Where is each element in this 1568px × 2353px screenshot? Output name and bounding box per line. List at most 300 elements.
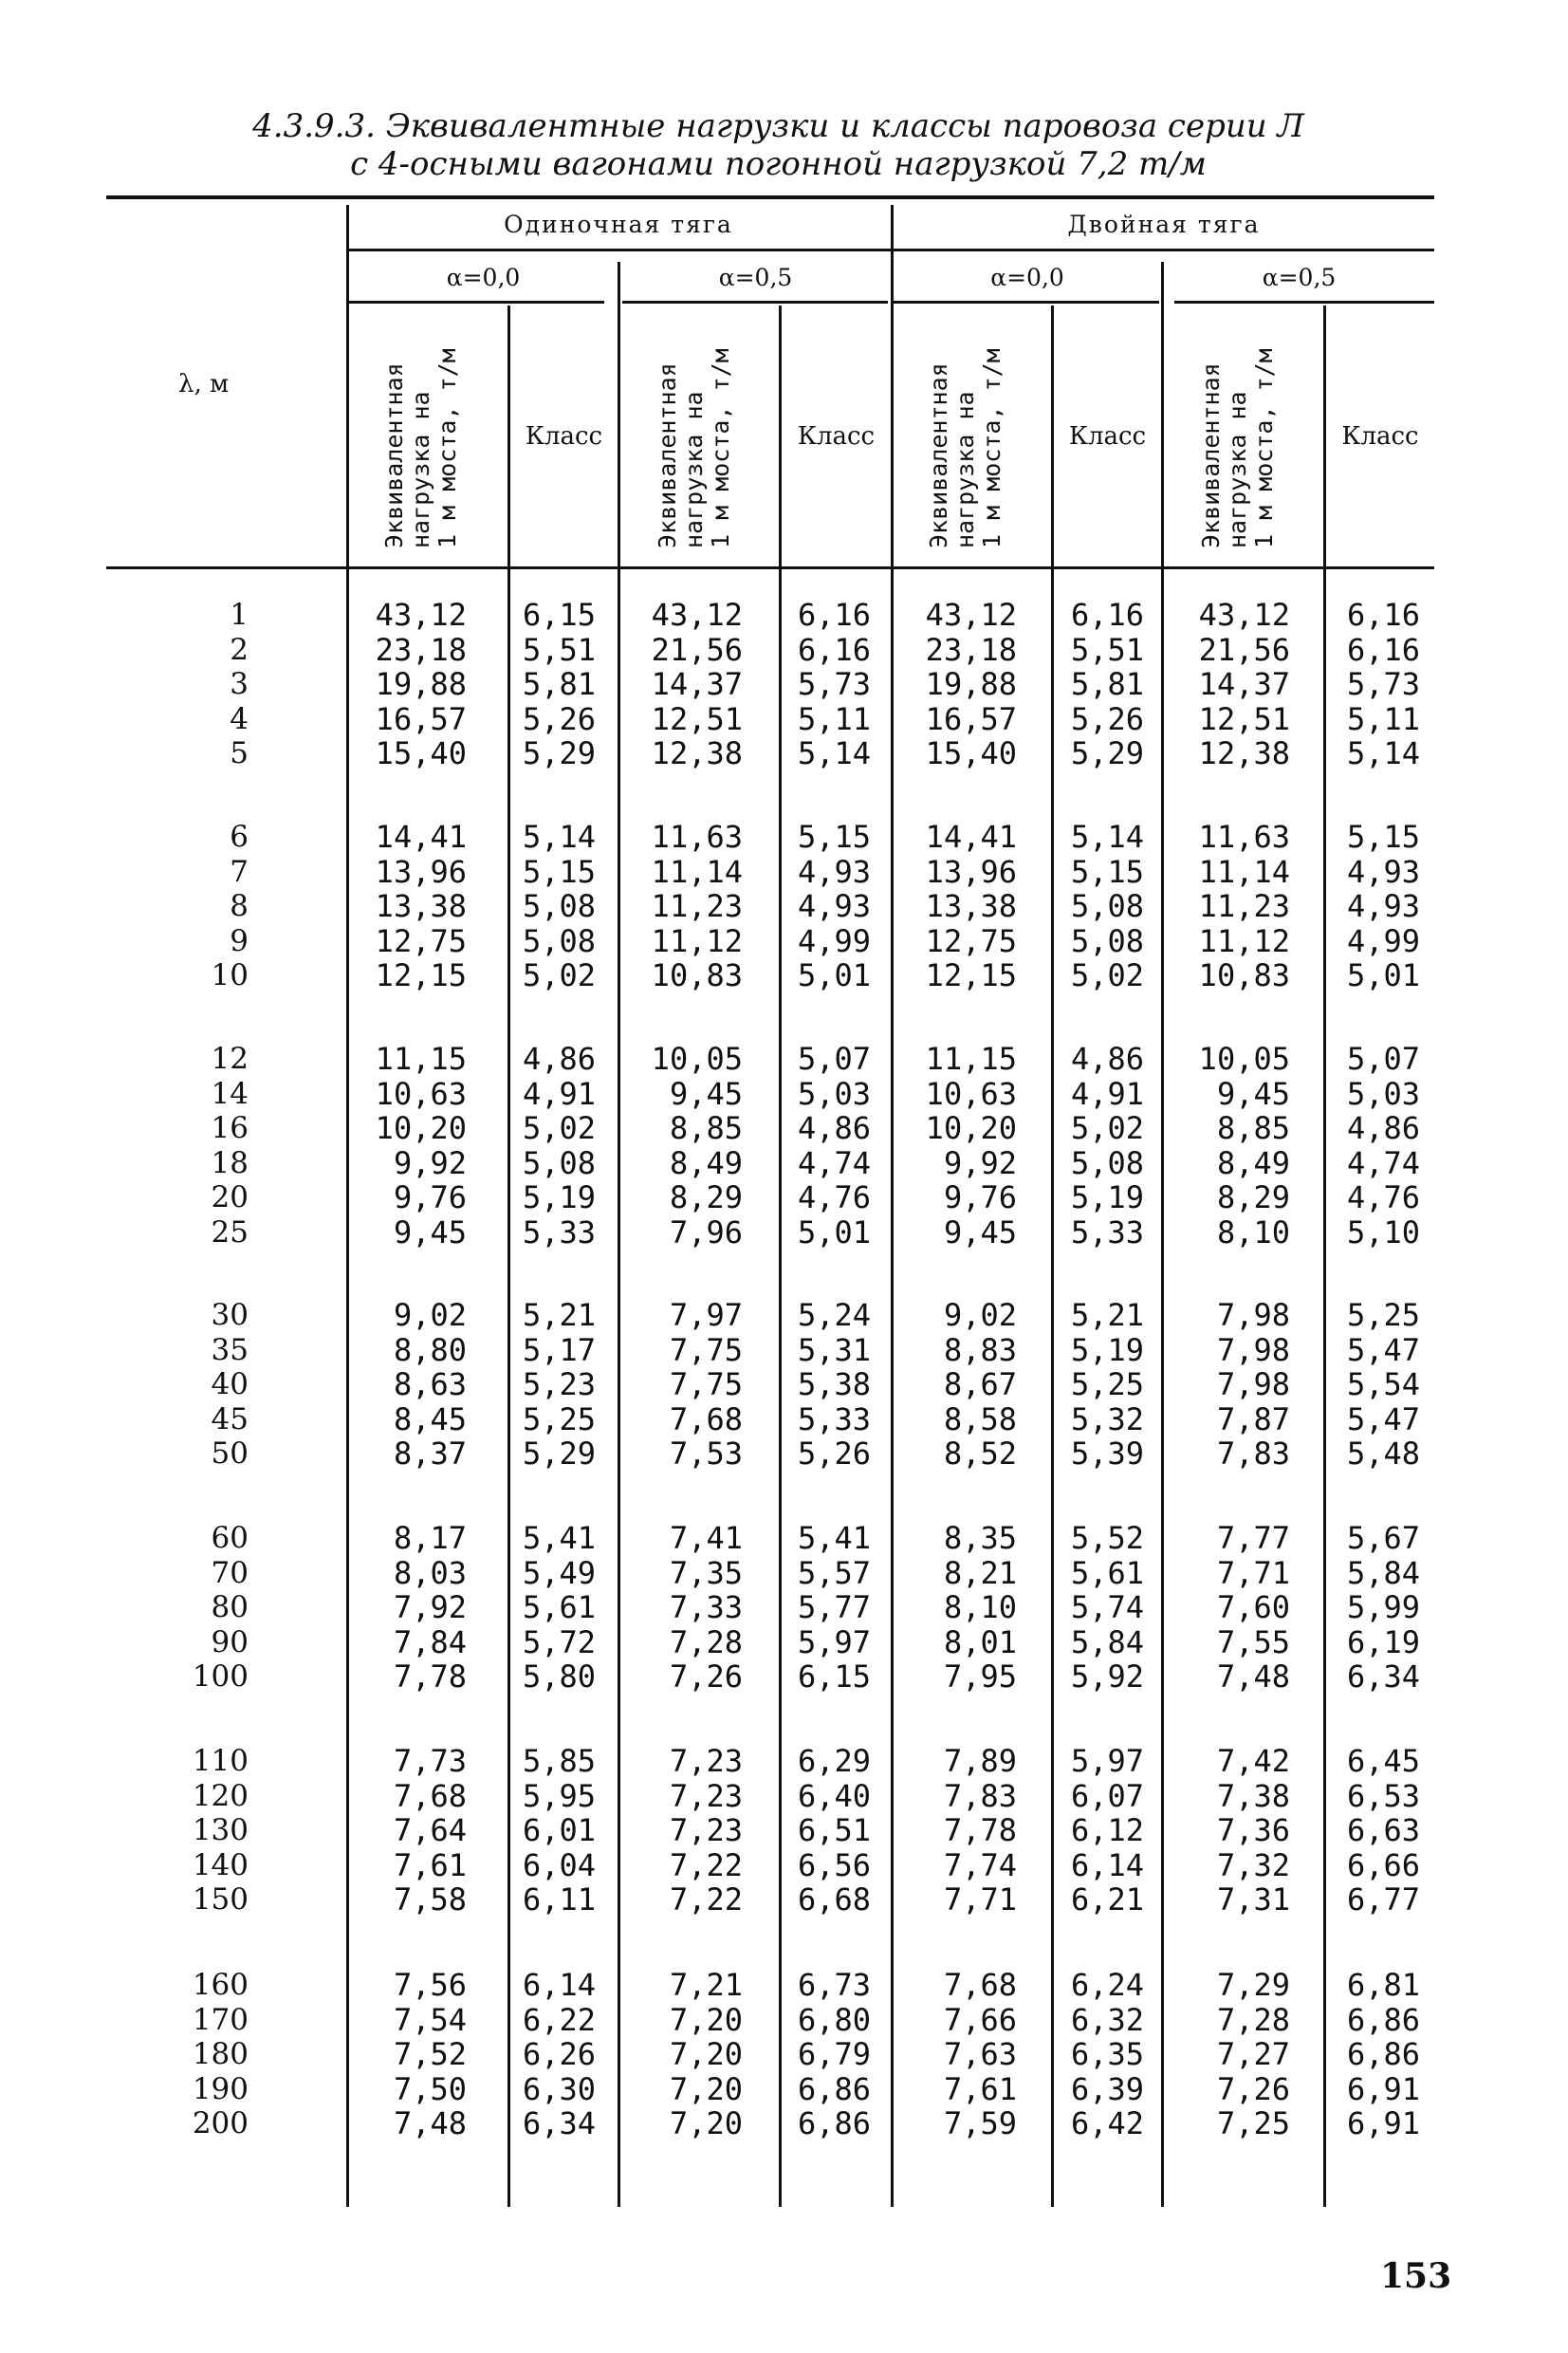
double-a05-load-cell: 8,10 <box>1216 1214 1290 1251</box>
double-a05-class-cell: 5,14 <box>1346 735 1420 771</box>
double-a0-class-cell: 5,81 <box>1070 666 1144 702</box>
double-a0-load-cell: 10,63 <box>925 1076 1017 1112</box>
single-a0-class-cell: 5,08 <box>522 1145 596 1181</box>
single-a0-load-cell: 8,17 <box>393 1520 467 1556</box>
single-a0-class-cell: 5,49 <box>522 1555 596 1591</box>
double-a05-class-cell: 6,66 <box>1346 1847 1420 1883</box>
double-a05-class-cell: 6,86 <box>1346 2002 1420 2038</box>
double-a0-load-cell: 7,78 <box>943 1812 1017 1848</box>
single-a05-class-cell: 4,86 <box>797 1110 871 1146</box>
double-a05-class-cell: 5,54 <box>1346 1366 1420 1402</box>
single-a05-class-cell: 6,40 <box>797 1778 871 1814</box>
single-a0-load-cell: 16,57 <box>375 701 467 737</box>
double-a0-load-cell: 23,18 <box>925 632 1017 668</box>
double-a0-load-cell: 7,83 <box>943 1778 1017 1814</box>
double-a0-class-cell: 5,26 <box>1070 701 1144 737</box>
double-a05-class-cell: 6,63 <box>1346 1812 1420 1848</box>
double-a05-load-cell: 11,63 <box>1198 819 1290 855</box>
double-a0-load-cell: 7,59 <box>943 2105 1017 2141</box>
single-a0-load-cell: 12,75 <box>375 923 467 959</box>
lambda-cell: 6 <box>230 820 249 854</box>
lambda-cell: 30 <box>211 1298 249 1332</box>
single-a05-load-cell: 9,45 <box>669 1076 743 1112</box>
double-a0-class-cell: 6,14 <box>1070 1847 1144 1883</box>
double-a0-load-cell: 14,41 <box>925 819 1017 855</box>
lambda-cell: 100 <box>192 1659 249 1694</box>
double-a05-class-cell: 6,16 <box>1346 597 1420 633</box>
double-a0-load-cell: 8,35 <box>943 1520 1017 1556</box>
double-a05-load-cell: 7,25 <box>1216 2105 1290 2141</box>
lambda-cell: 7 <box>230 855 249 889</box>
single-a05-class-cell: 5,77 <box>797 1589 871 1625</box>
single-a0-load-cell: 7,73 <box>393 1743 467 1779</box>
single-a05-class-cell: 6,86 <box>797 2071 871 2107</box>
single-a0-class-cell: 5,51 <box>522 632 596 668</box>
double-a0-class-cell: 5,14 <box>1070 819 1144 855</box>
double-a05-load-cell: 7,87 <box>1216 1401 1290 1437</box>
single-a0-load-cell: 8,37 <box>393 1436 467 1472</box>
single-a05-class-cell: 5,24 <box>797 1297 871 1333</box>
single-a05-class-cell: 6,29 <box>797 1743 871 1779</box>
double-a05-load-cell: 7,32 <box>1216 1847 1290 1883</box>
equiv-load-header-4-line2: нагрузка на <box>1224 391 1251 548</box>
lambda-cell: 9 <box>230 924 249 958</box>
double-a0-load-cell: 8,83 <box>943 1332 1017 1368</box>
single-a05-load-cell: 43,12 <box>651 597 743 633</box>
double-a05-class-cell: 5,99 <box>1346 1589 1420 1625</box>
double-a0-load-cell: 7,63 <box>943 2036 1017 2072</box>
double-a0-class-cell: 4,91 <box>1070 1076 1144 1112</box>
single-a05-class-cell: 5,01 <box>797 1214 871 1251</box>
alpha-rule-3 <box>894 301 1159 304</box>
lambda-cell: 10 <box>211 958 249 992</box>
single-a05-load-cell: 7,96 <box>669 1214 743 1251</box>
top-rule <box>106 195 1434 199</box>
single-a05-load-cell: 7,33 <box>669 1589 743 1625</box>
single-a05-class-cell: 5,57 <box>797 1555 871 1591</box>
double-a0-load-cell: 7,74 <box>943 1847 1017 1883</box>
double-a0-class-cell: 6,24 <box>1070 1967 1144 2003</box>
single-a05-load-cell: 12,51 <box>651 701 743 737</box>
lambda-cell: 3 <box>230 667 249 701</box>
double-a0-load-cell: 16,57 <box>925 701 1017 737</box>
single-a05-load-cell: 7,23 <box>669 1812 743 1848</box>
col-rule-1 <box>507 306 510 2207</box>
lambda-cell: 140 <box>192 1848 249 1882</box>
single-a0-class-cell: 6,04 <box>522 1847 596 1883</box>
lambda-cell: 16 <box>211 1111 249 1145</box>
alpha-rule-4 <box>1174 301 1434 304</box>
single-a05-load-cell: 8,49 <box>669 1145 743 1181</box>
lambda-cell: 90 <box>211 1625 249 1659</box>
double-a0-class-cell: 5,97 <box>1070 1743 1144 1779</box>
lambda-cell: 40 <box>211 1367 249 1401</box>
double-a05-load-cell: 7,71 <box>1216 1555 1290 1591</box>
single-a05-load-cell: 7,26 <box>669 1658 743 1695</box>
single-a05-class-cell: 5,07 <box>797 1041 871 1077</box>
single-a0-class-cell: 5,02 <box>522 957 596 993</box>
single-a05-class-cell: 6,68 <box>797 1881 871 1918</box>
double-a0-class-cell: 6,39 <box>1070 2071 1144 2107</box>
equiv-load-header-2-line2: нагрузка на <box>680 391 708 548</box>
lambda-cell: 110 <box>192 1744 249 1778</box>
single-a05-class-cell: 5,14 <box>797 735 871 771</box>
double-a0-load-cell: 9,02 <box>943 1297 1017 1333</box>
double-a05-class-cell: 5,73 <box>1346 666 1420 702</box>
lambda-header: λ, м <box>178 370 230 398</box>
col-rule-7 <box>1323 306 1326 2207</box>
single-a05-load-cell: 7,75 <box>669 1332 743 1368</box>
single-a0-class-cell: 5,29 <box>522 1436 596 1472</box>
single-a05-load-cell: 7,68 <box>669 1401 743 1437</box>
double-a05-load-cell: 7,48 <box>1216 1658 1290 1695</box>
lambda-cell: 5 <box>230 736 249 770</box>
double-a05-class-cell: 5,47 <box>1346 1401 1420 1437</box>
double-a05-class-cell: 5,11 <box>1346 701 1420 737</box>
header-bottom-rule <box>106 566 1434 569</box>
double-a05-class-cell: 5,10 <box>1346 1214 1420 1251</box>
double-a05-load-cell: 7,60 <box>1216 1589 1290 1625</box>
double-a05-class-cell: 4,86 <box>1346 1110 1420 1146</box>
col-rule-5 <box>1051 306 1054 2207</box>
double-a0-class-cell: 5,08 <box>1070 1145 1144 1181</box>
double-a05-class-cell: 5,48 <box>1346 1436 1420 1472</box>
equiv-load-header-2-line1: Эквивалентная <box>654 362 681 548</box>
single-a05-load-cell: 7,20 <box>669 2071 743 2107</box>
double-a05-load-cell: 21,56 <box>1198 632 1290 668</box>
single-a05-load-cell: 8,29 <box>669 1179 743 1215</box>
double-a0-load-cell: 15,40 <box>925 735 1017 771</box>
col-rule-3 <box>779 306 782 2207</box>
double-a0-load-cell: 7,71 <box>943 1881 1017 1918</box>
double-a0-load-cell: 8,10 <box>943 1589 1017 1625</box>
lambda-cell: 170 <box>192 2003 249 2037</box>
single-a0-class-cell: 6,34 <box>522 2105 596 2141</box>
double-a05-load-cell: 11,12 <box>1198 923 1290 959</box>
double-a05-load-cell: 12,38 <box>1198 735 1290 771</box>
single-a0-load-cell: 15,40 <box>375 735 467 771</box>
single-a05-class-cell: 4,93 <box>797 888 871 924</box>
double-a0-load-cell: 9,76 <box>943 1179 1017 1215</box>
single-a05-load-cell: 7,21 <box>669 1967 743 2003</box>
double-a05-load-cell: 7,98 <box>1216 1332 1290 1368</box>
double-a05-class-cell: 5,47 <box>1346 1332 1420 1368</box>
single-a0-load-cell: 9,02 <box>393 1297 467 1333</box>
single-a05-class-cell: 5,38 <box>797 1366 871 1402</box>
double-a0-class-cell: 6,32 <box>1070 2002 1144 2038</box>
double-a0-class-cell: 5,33 <box>1070 1214 1144 1251</box>
single-a05-load-cell: 7,20 <box>669 2002 743 2038</box>
single-a05-load-cell: 7,20 <box>669 2036 743 2072</box>
double-a05-load-cell: 7,31 <box>1216 1881 1290 1918</box>
single-a0-class-cell: 5,02 <box>522 1110 596 1146</box>
double-a05-class-cell: 5,03 <box>1346 1076 1420 1112</box>
equiv-load-header-4-line3: 1 м моста, т/м <box>1250 348 1278 548</box>
double-a05-class-cell: 6,53 <box>1346 1778 1420 1814</box>
single-a05-class-cell: 4,99 <box>797 923 871 959</box>
single-a05-class-cell: 6,15 <box>797 1658 871 1695</box>
table-title-line1: 4.3.9.3. Эквивалентные нагрузки и классы паровоза серии Л <box>252 107 1304 145</box>
lambda-cell: 18 <box>211 1146 249 1180</box>
alpha-rule-2 <box>622 301 888 304</box>
single-a0-class-cell: 5,26 <box>522 701 596 737</box>
single-a0-load-cell: 8,03 <box>393 1555 467 1591</box>
single-a0-class-cell: 5,25 <box>522 1401 596 1437</box>
double-a0-class-cell: 5,52 <box>1070 1520 1144 1556</box>
double-a0-class-cell: 5,15 <box>1070 854 1144 890</box>
lambda-cell: 1 <box>230 598 249 632</box>
double-a0-load-cell: 8,21 <box>943 1555 1017 1591</box>
single-a0-class-cell: 6,14 <box>522 1967 596 2003</box>
single-traction-header: Одиночная тяга <box>504 211 733 238</box>
lambda-cell: 150 <box>192 1882 249 1917</box>
double-a0-class-cell: 6,42 <box>1070 2105 1144 2141</box>
single-a05-load-cell: 7,53 <box>669 1436 743 1472</box>
double-a05-load-cell: 9,45 <box>1216 1076 1290 1112</box>
double-a05-load-cell: 11,23 <box>1198 888 1290 924</box>
lambda-cell: 35 <box>211 1333 249 1367</box>
double-a0-class-cell: 5,74 <box>1070 1589 1144 1625</box>
single-a0-class-cell: 5,61 <box>522 1589 596 1625</box>
single-a05-class-cell: 6,56 <box>797 1847 871 1883</box>
single-a0-class-cell: 5,15 <box>522 854 596 890</box>
lambda-cell: 25 <box>211 1215 249 1250</box>
lambda-cell: 120 <box>192 1779 249 1813</box>
double-a0-class-cell: 6,16 <box>1070 597 1144 633</box>
single-a05-load-cell: 7,23 <box>669 1778 743 1814</box>
double-a05-load-cell: 7,36 <box>1216 1812 1290 1848</box>
single-a0-load-cell: 7,78 <box>393 1658 467 1695</box>
double-a05-load-cell: 8,29 <box>1216 1179 1290 1215</box>
single-a05-load-cell: 11,63 <box>651 819 743 855</box>
single-a05-load-cell: 21,56 <box>651 632 743 668</box>
single-a05-class-cell: 6,86 <box>797 2105 871 2141</box>
single-a05-load-cell: 12,38 <box>651 735 743 771</box>
lambda-cell: 45 <box>211 1402 249 1436</box>
single-a0-load-cell: 8,45 <box>393 1401 467 1437</box>
single-a0-load-cell: 9,76 <box>393 1179 467 1215</box>
double-a05-load-cell: 7,55 <box>1216 1624 1290 1660</box>
double-a0-class-cell: 5,29 <box>1070 735 1144 771</box>
lambda-cell: 2 <box>230 633 249 667</box>
double-a0-load-cell: 13,38 <box>925 888 1017 924</box>
single-a0-load-cell: 7,56 <box>393 1967 467 2003</box>
single-a05-load-cell: 11,12 <box>651 923 743 959</box>
double-a0-load-cell: 12,75 <box>925 923 1017 959</box>
double-a05-class-cell: 5,07 <box>1346 1041 1420 1077</box>
single-a0-load-cell: 13,96 <box>375 854 467 890</box>
single-a0-load-cell: 7,48 <box>393 2105 467 2141</box>
single-a0-class-cell: 5,08 <box>522 888 596 924</box>
double-a05-load-cell: 11,14 <box>1198 854 1290 890</box>
single-a0-load-cell: 14,41 <box>375 819 467 855</box>
table-title-line2: с 4-осными вагонами погонной нагрузкой 7,2 т/м <box>350 145 1207 183</box>
double-a0-class-cell: 6,35 <box>1070 2036 1144 2072</box>
single-a0-class-cell: 6,22 <box>522 2002 596 2038</box>
equiv-load-header-4-line1: Эквивалентная <box>1197 362 1225 548</box>
lambda-cell: 14 <box>211 1077 249 1111</box>
double-a0-load-cell: 7,68 <box>943 1967 1017 2003</box>
double-a0-class-cell: 5,08 <box>1070 923 1144 959</box>
alpha-double-05: α=0,5 <box>1262 264 1337 291</box>
single-a05-load-cell: 7,22 <box>669 1847 743 1883</box>
double-a05-load-cell: 7,29 <box>1216 1967 1290 2003</box>
single-a0-class-cell: 6,26 <box>522 2036 596 2072</box>
single-a05-class-cell: 4,93 <box>797 854 871 890</box>
double-a05-class-cell: 4,93 <box>1346 854 1420 890</box>
single-a0-load-cell: 9,45 <box>393 1214 467 1251</box>
lambda-cell: 160 <box>192 1968 249 2002</box>
single-a0-load-cell: 7,58 <box>393 1881 467 1918</box>
double-a0-load-cell: 8,58 <box>943 1401 1017 1437</box>
alpha-double-0: α=0,0 <box>990 264 1064 291</box>
lambda-cell: 200 <box>192 2106 249 2140</box>
single-a05-load-cell: 10,83 <box>651 957 743 993</box>
single-a0-load-cell: 12,15 <box>375 957 467 993</box>
double-a05-load-cell: 8,49 <box>1216 1145 1290 1181</box>
single-a0-load-cell: 7,92 <box>393 1589 467 1625</box>
equiv-load-header-3-line1: Эквивалентная <box>925 362 952 548</box>
double-a0-class-cell: 6,12 <box>1070 1812 1144 1848</box>
single-a0-load-cell: 9,92 <box>393 1145 467 1181</box>
single-a0-class-cell: 6,01 <box>522 1812 596 1848</box>
single-a05-class-cell: 5,26 <box>797 1436 871 1472</box>
double-a05-class-cell: 4,93 <box>1346 888 1420 924</box>
single-a0-class-cell: 5,95 <box>522 1778 596 1814</box>
double-a05-class-cell: 5,84 <box>1346 1555 1420 1591</box>
single-a0-class-cell: 5,17 <box>522 1332 596 1368</box>
double-a0-class-cell: 5,39 <box>1070 1436 1144 1472</box>
double-a05-class-cell: 6,81 <box>1346 1967 1420 2003</box>
double-a0-class-cell: 4,86 <box>1070 1041 1144 1077</box>
lambda-cell: 180 <box>192 2037 249 2071</box>
double-a0-load-cell: 19,88 <box>925 666 1017 702</box>
single-a05-load-cell: 7,22 <box>669 1881 743 1918</box>
single-a0-class-cell: 5,21 <box>522 1297 596 1333</box>
double-a0-class-cell: 5,08 <box>1070 888 1144 924</box>
double-a0-load-cell: 13,96 <box>925 854 1017 890</box>
double-a05-load-cell: 7,98 <box>1216 1297 1290 1333</box>
single-a0-class-cell: 5,23 <box>522 1366 596 1402</box>
class-header-3: Класс <box>1068 422 1147 451</box>
double-a0-load-cell: 7,66 <box>943 2002 1017 2038</box>
double-a05-load-cell: 7,26 <box>1216 2071 1290 2107</box>
single-a0-load-cell: 13,38 <box>375 888 467 924</box>
lambda-cell: 60 <box>211 1521 249 1555</box>
lambda-cell: 130 <box>192 1813 249 1847</box>
single-a0-class-cell: 5,08 <box>522 923 596 959</box>
single-a0-load-cell: 7,64 <box>393 1812 467 1848</box>
single-a05-load-cell: 10,05 <box>651 1041 743 1077</box>
single-a05-load-cell: 7,75 <box>669 1366 743 1402</box>
single-a0-load-cell: 8,63 <box>393 1366 467 1402</box>
double-a0-class-cell: 5,02 <box>1070 957 1144 993</box>
lambda-cell: 80 <box>211 1590 249 1624</box>
single-a05-class-cell: 6,80 <box>797 2002 871 2038</box>
double-a0-class-cell: 5,92 <box>1070 1658 1144 1695</box>
lambda-cell: 8 <box>230 889 249 923</box>
alpha-single-05: α=0,5 <box>718 264 793 291</box>
single-a05-class-cell: 4,76 <box>797 1179 871 1215</box>
single-a05-class-cell: 5,41 <box>797 1520 871 1556</box>
single-a0-class-cell: 5,19 <box>522 1179 596 1215</box>
single-a0-class-cell: 5,85 <box>522 1743 596 1779</box>
double-a05-class-cell: 5,25 <box>1346 1297 1420 1333</box>
single-a05-load-cell: 7,20 <box>669 2105 743 2141</box>
single-a0-class-cell: 6,15 <box>522 597 596 633</box>
single-a05-class-cell: 6,51 <box>797 1812 871 1848</box>
single-a05-load-cell: 7,35 <box>669 1555 743 1591</box>
lambda-cell: 70 <box>211 1556 249 1590</box>
double-a0-load-cell: 7,95 <box>943 1658 1017 1695</box>
lambda-cell: 50 <box>211 1436 249 1471</box>
double-a0-load-cell: 11,15 <box>925 1041 1017 1077</box>
double-a0-class-cell: 5,19 <box>1070 1179 1144 1215</box>
double-a05-load-cell: 43,12 <box>1198 597 1290 633</box>
single-a05-class-cell: 5,03 <box>797 1076 871 1112</box>
single-a0-load-cell: 10,20 <box>375 1110 467 1146</box>
single-a0-class-cell: 5,41 <box>522 1520 596 1556</box>
single-a05-class-cell: 5,73 <box>797 666 871 702</box>
double-a05-class-cell: 4,76 <box>1346 1179 1420 1215</box>
single-a05-class-cell: 6,16 <box>797 597 871 633</box>
single-a0-class-cell: 4,91 <box>522 1076 596 1112</box>
double-a05-class-cell: 5,01 <box>1346 957 1420 993</box>
double-a05-class-cell: 6,16 <box>1346 632 1420 668</box>
single-a05-class-cell: 5,97 <box>797 1624 871 1660</box>
double-a0-load-cell: 8,67 <box>943 1366 1017 1402</box>
single-a0-load-cell: 23,18 <box>375 632 467 668</box>
single-a0-load-cell: 7,84 <box>393 1624 467 1660</box>
equiv-load-header-3-line3: 1 м моста, т/м <box>978 348 1005 548</box>
page-number: 153 <box>1380 2256 1452 2296</box>
double-a05-load-cell: 12,51 <box>1198 701 1290 737</box>
double-traction-header: Двойная тяга <box>1067 211 1261 238</box>
single-a05-class-cell: 5,15 <box>797 819 871 855</box>
single-a05-class-cell: 6,79 <box>797 2036 871 2072</box>
double-a05-class-cell: 6,91 <box>1346 2071 1420 2107</box>
lambda-cell: 4 <box>230 702 249 736</box>
double-a05-load-cell: 7,28 <box>1216 2002 1290 2038</box>
double-a05-class-cell: 6,91 <box>1346 2105 1420 2141</box>
single-a0-load-cell: 11,15 <box>375 1041 467 1077</box>
single-a05-load-cell: 7,28 <box>669 1624 743 1660</box>
double-a0-class-cell: 5,61 <box>1070 1555 1144 1591</box>
alpha-rule-1 <box>346 301 604 304</box>
equiv-load-header-2-line3: 1 м моста, т/м <box>707 348 734 548</box>
equiv-load-header-1-line2: нагрузка на <box>407 391 434 548</box>
single-a05-load-cell: 7,23 <box>669 1743 743 1779</box>
double-a05-load-cell: 14,37 <box>1198 666 1290 702</box>
double-a0-load-cell: 9,92 <box>943 1145 1017 1181</box>
double-a0-class-cell: 6,07 <box>1070 1778 1144 1814</box>
single-a0-load-cell: 7,68 <box>393 1778 467 1814</box>
double-a05-class-cell: 4,99 <box>1346 923 1420 959</box>
double-a0-load-cell: 12,15 <box>925 957 1017 993</box>
single-a05-load-cell: 11,14 <box>651 854 743 890</box>
single-a0-class-cell: 6,30 <box>522 2071 596 2107</box>
double-a05-class-cell: 5,15 <box>1346 819 1420 855</box>
double-a0-class-cell: 5,32 <box>1070 1401 1144 1437</box>
lambda-cell: 12 <box>211 1042 249 1076</box>
lambda-cell: 20 <box>211 1180 249 1214</box>
double-a0-class-cell: 5,84 <box>1070 1624 1144 1660</box>
single-a0-class-cell: 6,11 <box>522 1881 596 1918</box>
single-a05-load-cell: 14,37 <box>651 666 743 702</box>
single-a05-class-cell: 5,11 <box>797 701 871 737</box>
double-a05-load-cell: 10,83 <box>1198 957 1290 993</box>
double-a0-load-cell: 10,20 <box>925 1110 1017 1146</box>
